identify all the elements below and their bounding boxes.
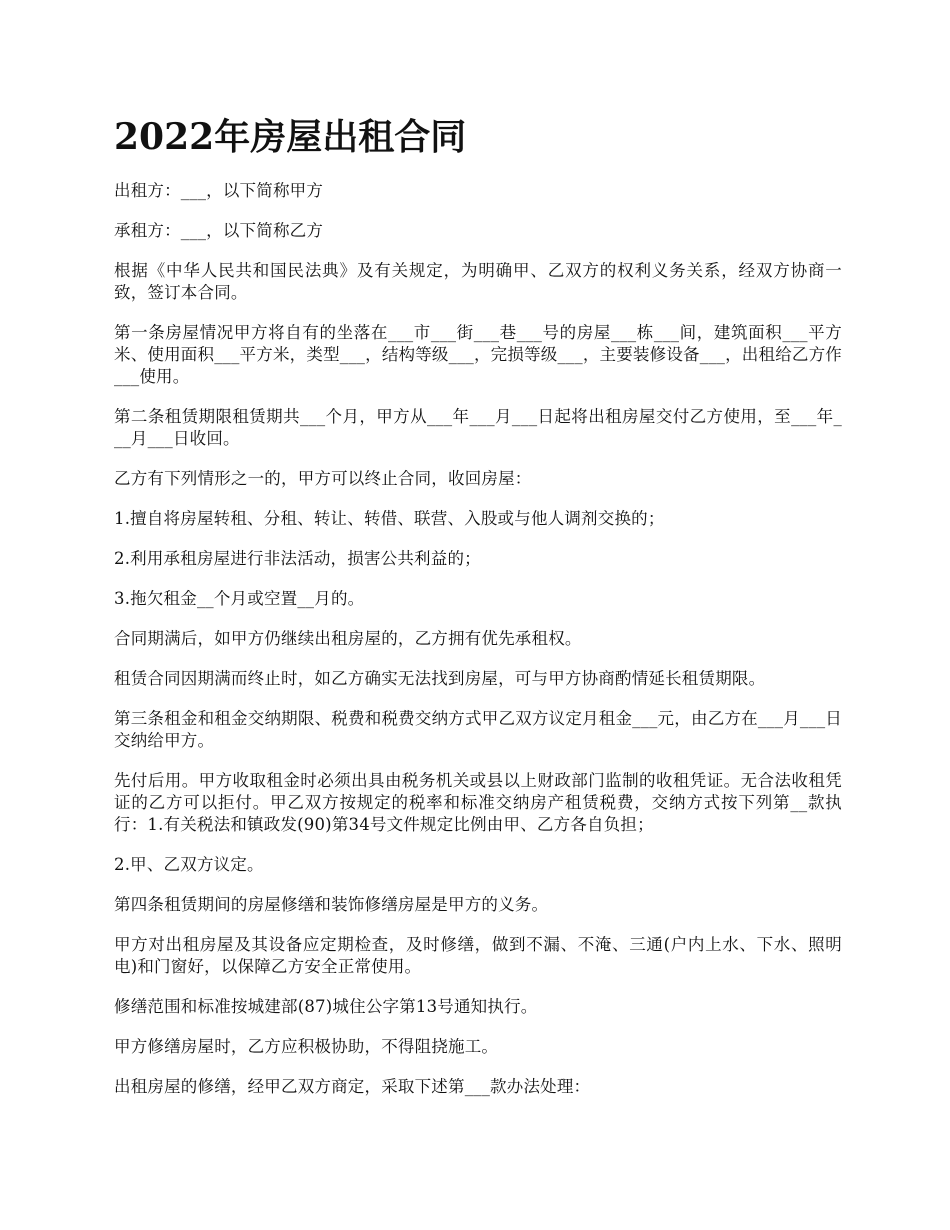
paragraph-termination-item-1: 1.擅自将房屋转租、分租、转让、转借、联营、入股或与他人调剂交换的； xyxy=(114,509,665,528)
paragraph-repair-scope: 修缮范围和标准按城建部(87)城住公字第13号通知执行。 xyxy=(114,997,538,1016)
paragraph-termination-intro: 乙方有下列情形之一的，甲方可以终止合同，收回房屋： xyxy=(114,469,532,488)
paragraph-article-3: 第三条租金和租金交纳期限、税费和税费交纳方式甲乙双方议定月租金___元，由乙方在___月___日交纳给甲方。 xyxy=(114,709,842,750)
paragraph-article-1: 第一条房屋情况甲方将自有的坐落在___市___街___巷___号的房屋___栋___间，建筑面积___平方米、使用面积___平方米，类型___，结构等级___，完损等级___，主要装修设备___，出租给乙方作___使用。 xyxy=(114,323,842,386)
paragraph-lessor: 出租方：___，以下简称甲方 xyxy=(114,181,324,200)
paragraph-preamble: 根据《中华人民共和国民法典》及有关规定，为明确甲、乙双方的权利义务关系，经双方协商一致，签订本合同。 xyxy=(114,261,842,302)
paragraph-lessee: 承租方：___，以下简称乙方 xyxy=(114,221,324,240)
paragraph-inspection: 甲方对出租房屋及其设备应定期检查，及时修缮，做到不漏、不淹、三通(户内上水、下水、照明电)和门窗好，以保障乙方安全正常使用。 xyxy=(114,935,842,976)
document-page xyxy=(114,0,842,1116)
paragraph-article-4: 第四条租赁期间的房屋修缮和装饰修缮房屋是甲方的义务。 xyxy=(114,895,549,914)
paragraph-extension: 租赁合同因期满而终止时，如乙方确实无法找到房屋，可与甲方协商酌情延长租赁期限。 xyxy=(114,669,766,688)
paragraph-repair-method: 出租房屋的修缮，经甲乙双方商定，采取下述第___款办法处理： xyxy=(114,1077,591,1096)
paragraph-cooperation: 甲方修缮房屋时，乙方应积极协助，不得阻挠施工。 xyxy=(114,1037,499,1056)
paragraph-payment-option-2: 2.甲、乙双方议定。 xyxy=(114,855,264,874)
document-title: 2022年房屋出租合同 xyxy=(114,116,467,158)
paragraph-payment-terms: 先付后用。甲方收取租金时必须出具由税务机关或县以上财政部门监制的收租凭证。无合法收租凭证的乙方可以拒付。甲乙双方按规定的税率和标准交纳房产租赁税费，交纳方式按下列第__款执行：1.有关税法和镇政发(90)第34号文件规定比例由甲、乙方各自负担； xyxy=(114,771,842,834)
paragraph-priority-right: 合同期满后，如甲方仍继续出租房屋的，乙方拥有优先承租权。 xyxy=(114,629,582,648)
document-body xyxy=(114,180,842,1098)
paragraph-article-2: 第二条租赁期限租赁期共___个月，甲方从___年___月___日起将出租房屋交付乙方使用，至___年___月___日收回。 xyxy=(114,407,842,448)
paragraph-termination-item-2: 2.利用承租房屋进行非法活动，损害公共利益的； xyxy=(114,549,481,568)
paragraph-termination-item-3: 3.拖欠租金__个月或空置__月的。 xyxy=(114,589,365,608)
